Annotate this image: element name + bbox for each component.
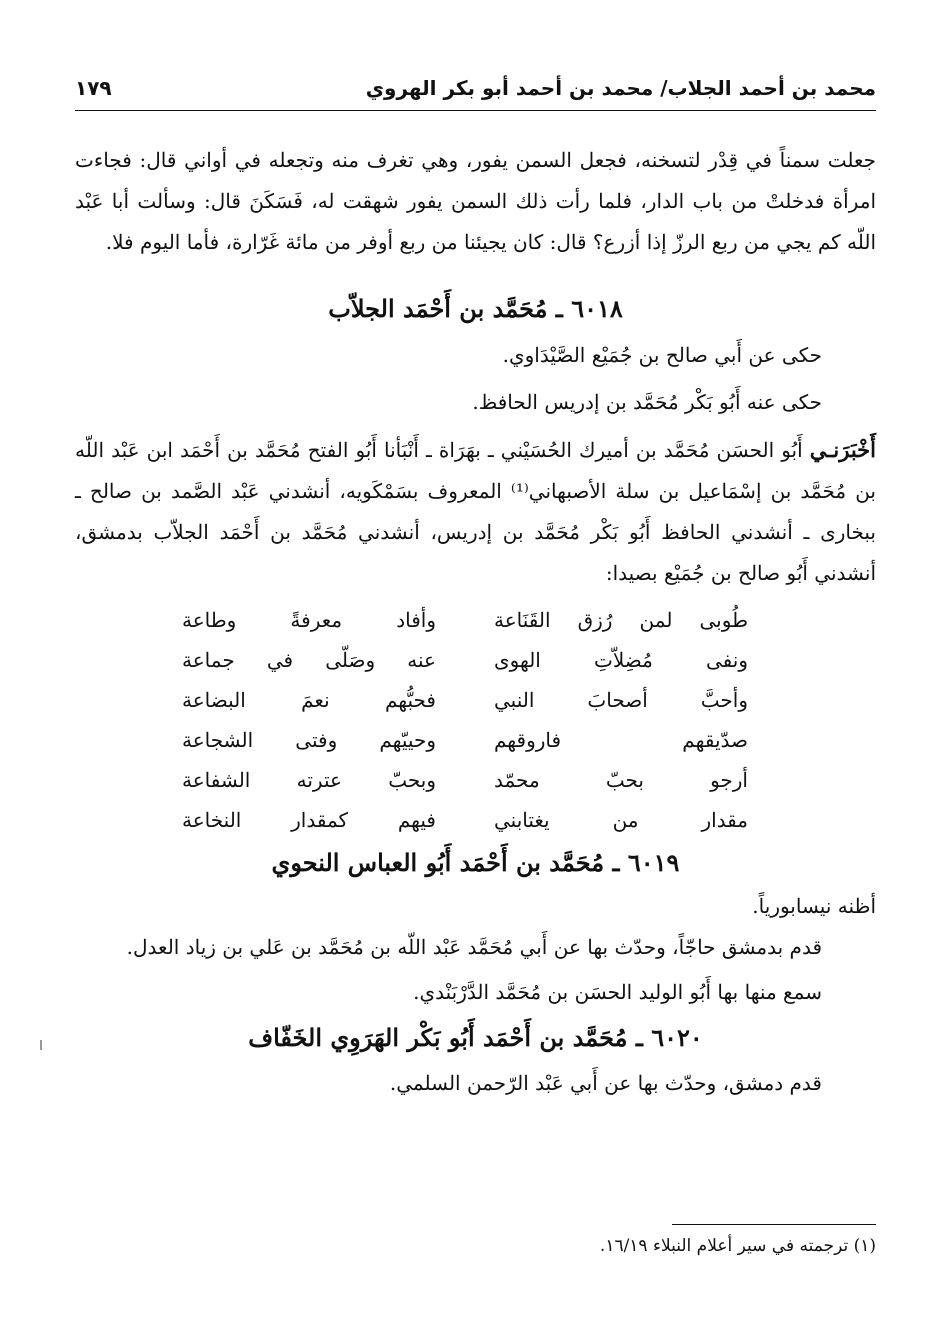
- entry-6018-isnad: [75, 429, 876, 594]
- poem-verse: [75, 720, 876, 760]
- poem: [75, 600, 876, 840]
- verse-second-hemistich: وحييّهم وفتى الشجاعة: [182, 728, 436, 752]
- entry-6019-line3: سمع منها بها أَبُو الوليد الحسَن بن مُحَمَّد الدَّرْبَنْدي.: [413, 980, 822, 1004]
- verse-second-hemistich: فحبُّهم نعمَ البضاعة: [182, 688, 436, 712]
- akhbarani-label: أَخْبَرَنـي: [809, 437, 876, 462]
- header-divider: [75, 110, 876, 111]
- header-title: محمد بن أحمد الجلاب/ محمد بن أحمد أبو بكر الهروي: [365, 76, 876, 100]
- verse-first-hemistich: ونفى مُضِلاّتِ الهوى: [494, 648, 748, 672]
- verse-first-hemistich: صدّيقهم فاروقهم: [494, 728, 748, 752]
- verse-first-hemistich: طُوبى لمن رُزق القَنَاعة: [494, 608, 748, 632]
- poem-verse: [75, 640, 876, 680]
- entry-6020-line1: قدم دمشق، وحدّث بها عن أَبي عَبْد الرّحمن السلمي.: [389, 1071, 822, 1095]
- poem-verse: [75, 680, 876, 720]
- entry-heading-6020: ٦٠٢٠ ـ مُحَمَّد بن أَحْمَد أَبُو بَكْر الهَرَوِي الخَفّاف: [248, 1023, 703, 1052]
- poem-verse: [75, 600, 876, 640]
- entry-6019-line2: قدم بدمشق حاجّاً، وحدّث بها عن أَبي مُحَمَّد عَبْد اللّه بن مُحَمَّد بن عَلي بن زياد العدل.: [126, 935, 822, 959]
- verse-first-hemistich: مقدار من يغتابني: [494, 808, 748, 832]
- entry-6018-line2: حكى عنه أَبُو بَكْر مُحَمَّد بن إدريس الحافظ.: [472, 390, 822, 414]
- entry-6018-line1: حكى عن أَبي صالح بن جُمَيْع الصَّيْدَاوي.: [502, 343, 822, 367]
- opening-paragraph: جعلت سمناً في قِدْر لتسخنه، فجعل السمن يفور، وهي تغرف منه وتجعله في أواني قال: فجاءت امرأة فدخلتْ من باب الدار، فلما رأت ذلك السمن يفور شهقت له، فَسَكَنَ قال: وسألت أبا عَبْد اللّه كم يجي من ربع الرزّ إذا أزرع؟ قال: كان يجيئنا من ربع أوفر من مائة غَرّارة، فأما اليوم فلا.: [75, 148, 876, 254]
- isnad-text: أَبُو الحسَن مُحَمَّد بن أميرك الحُسَيْني ـ بهَرَاة ـ أَنْبَأنا أَبُو الفتح مُحَمَّد بن أَحْمَد ابن عَبْد اللّه بن مُحَمَّد بن إسْمَاعيل بن سلة الأصبهاني⁽¹⁾ المعروف بسَمْكَويه، أنشدني عَبْد الصَّمد بن صالح ـ ببخارى ـ أنشدني الحافظ أَبُو بَكْر مُحَمَّد بن إدريس، أنشدني مُحَمَّد بن أَحْمَد الجلاّب بدمشق، أنشدني أَبُو صالح بن جُمَيْع بصيدا:: [75, 438, 876, 585]
- entry-heading-6018: ٦٠١٨ ـ مُحَمَّد بن أَحْمَد الجلاّب: [328, 294, 623, 323]
- verse-second-hemistich: وأفاد معرفةً وطاعة: [182, 608, 436, 632]
- main-text: [75, 140, 876, 1104]
- verse-second-hemistich: عنه وصَلّى في جماعة: [182, 648, 436, 672]
- entry-heading-6019: ٦٠١٩ ـ مُحَمَّد بن أَحْمَد أَبُو العباس النحوي: [271, 848, 680, 877]
- page-number: ١٧٩: [75, 76, 112, 100]
- poem-verse: [75, 760, 876, 800]
- verse-second-hemistich: وبحبّ عترته الشفاعة: [182, 768, 436, 792]
- running-header: [75, 62, 876, 106]
- verse-first-hemistich: أرجو بحبّ محمّد: [494, 768, 748, 792]
- margin-mark: [40, 1040, 42, 1050]
- verse-first-hemistich: وأحبَّ أصحابَ النبي: [494, 688, 748, 712]
- verse-second-hemistich: فيهم كمقدار النخاعة: [182, 808, 436, 832]
- entry-6019-line1: أظنه نيسابورياً.: [752, 894, 876, 918]
- footnote-divider: [672, 1224, 876, 1225]
- poem-verse: [75, 800, 876, 840]
- footnote: (١) ترجمته في سير أعلام النبلاء ١٦/١٩.: [599, 1236, 876, 1256]
